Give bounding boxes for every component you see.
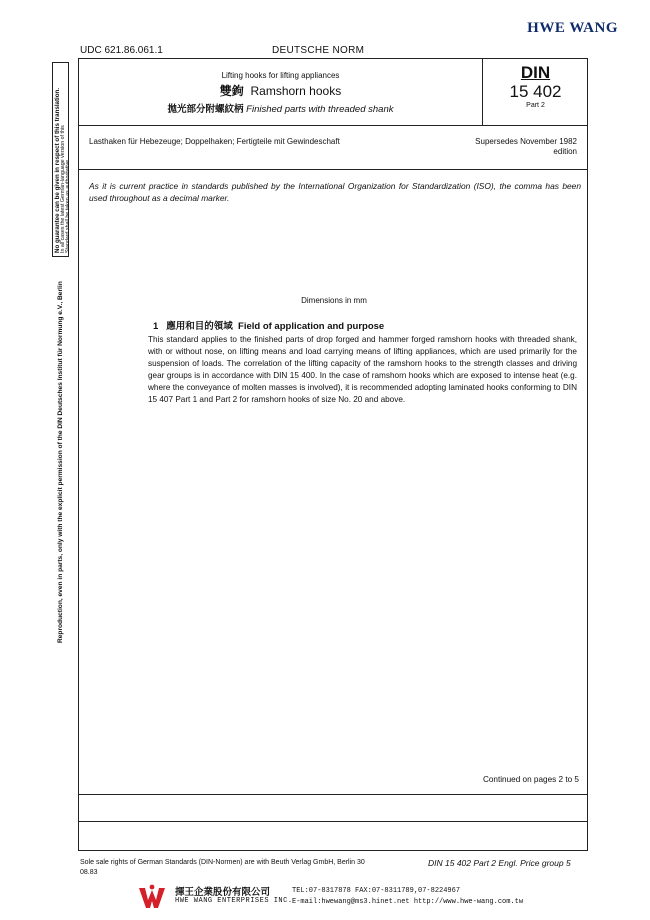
section-1-body: This standard applies to the finished parts of drop forged and hammer forged ramshorn hooks with threaded shank, with or without nose, on lifting means and load carrying means of lifting appliances, which are used primarily for the suspension of loads. The correlation of the lifting capacity of the ramshorn hooks to the strength classes and driving gear groups is in accordance with DIN 15 400. In the case of ramshorn hooks which are exposed to intense heat (e.g. where the conveyance of molten masses is involved), it is recommended adopting laminated hooks conforming to DIN 15 407 Part 1 and Part 2 for ramshorn hooks of size No. 20 and above. <box>148 335 577 405</box>
disclaimer-line-1: No guarantee can be given in respect of this translation. <box>54 87 61 253</box>
supersedes-line-2: edition <box>553 147 577 156</box>
brand-name: HWE WANG <box>527 20 618 36</box>
company-logo <box>137 884 167 912</box>
deutsche-norm-label: DEUTSCHE NORM <box>272 45 365 56</box>
supersedes-line-1: Supersedes November 1982 <box>475 137 577 146</box>
sole-sale-rights: Sole sale rights of German Standards (DIN-Normen) are with Beuth Verlag GmbH, Berlin 30 <box>80 859 365 866</box>
title-description <box>79 101 482 115</box>
company-name-en: HWE WANG ENTERPRISES INC. <box>175 897 293 905</box>
disclaimer-line-2: In all cases the latest German-language version of this <box>60 125 66 253</box>
iso-decimal-note: As it is current practice in standards published by the International Organization for Standardization (ISO), the comma has been used throughout as a decimal marker. <box>89 181 581 203</box>
supersedes-note <box>475 137 577 157</box>
din-part: Part 2 <box>526 102 545 109</box>
desc-en: Finished parts with threaded shank <box>246 104 394 115</box>
section-title-cn: 應用和目的領域 <box>166 321 233 332</box>
title-en: Ramshorn hooks <box>250 84 342 98</box>
din-block <box>482 64 589 110</box>
main-title <box>79 82 482 99</box>
section-title-en: Field of application and purpose <box>238 321 385 332</box>
title-cn: 雙鉤 <box>219 84 244 98</box>
din-label: DIN <box>520 63 551 82</box>
german-title: Lasthaken für Hebezeuge; Doppelhaken; Fertigteile mit Gewindeschaft <box>89 137 340 146</box>
din-number: 15 402 <box>509 82 562 101</box>
desc-cn: 拋光部分附螺紋柄 <box>167 104 244 115</box>
dimensions-note: Dimensions in mm <box>301 296 367 305</box>
document-frame <box>78 58 588 851</box>
company-name-cn: 揮王企業股份有限公司 <box>175 887 271 898</box>
footer-left <box>80 858 365 878</box>
translation-disclaimer-box <box>52 62 69 257</box>
section-1-heading <box>153 318 384 332</box>
company-phone-fax: TEL:07-8317878 FAX:07-8311789,07-8224967 <box>292 887 461 895</box>
footer-reference: DIN 15 402 Part 2 Engl. Price group 5 <box>428 858 571 868</box>
reproduction-notice: Reproduction, even in parts, only with the explicit permission of the DIN Deutsches Institut für Normung e.V., Berlin <box>57 281 64 643</box>
company-contact <box>292 886 523 908</box>
publication-date: 08.83 <box>80 869 98 876</box>
company-email-web: E-mail:hwewang@ms3.hinet.net http://www.hwe-wang.com.tw <box>292 898 524 906</box>
subtitle: Lifting hooks for lifting appliances <box>221 71 340 80</box>
continued-note: Continued on pages 2 to 5 <box>482 775 579 784</box>
section-number: 1 <box>153 321 159 332</box>
udc-number: UDC 621.86.061.1 <box>80 45 163 56</box>
disclaimer-line-3: Standard shall be taken as authoritative. <box>65 158 71 253</box>
